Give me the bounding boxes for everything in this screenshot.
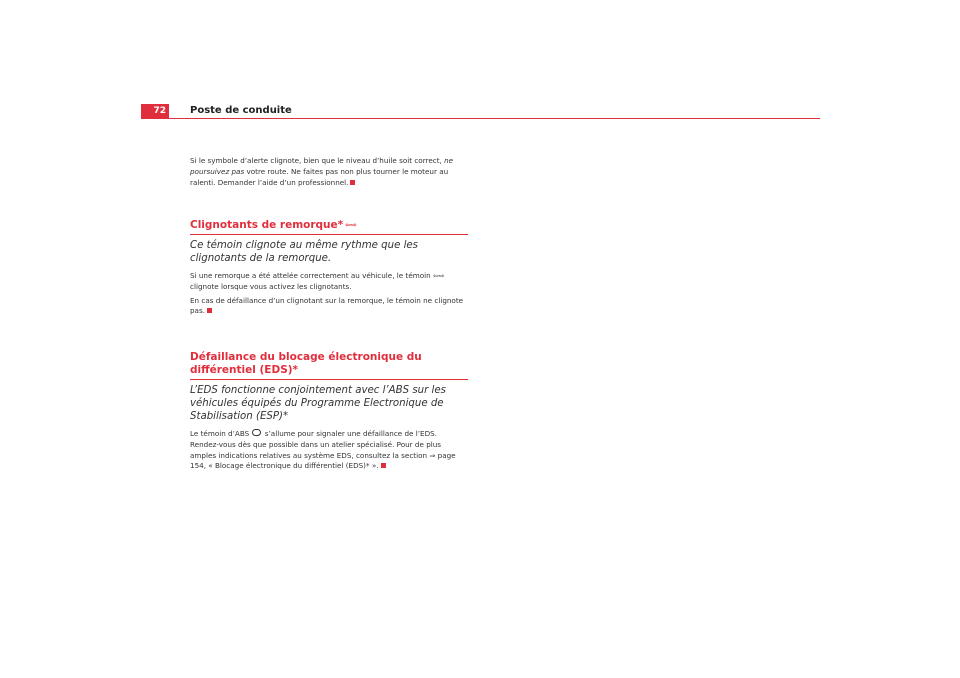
intro-block [190, 156, 468, 188]
end-marker-icon [350, 180, 355, 185]
intro-paragraph [190, 156, 468, 188]
eds-lead: L’EDS fonctionne conjointement avec l’ABS sur les véhicules équipés du Programme Electronique de Stabilisation (ESP)* [190, 385, 446, 422]
trailer-heading-text: Clignotants de remorque* [190, 219, 344, 231]
page-header-title: Poste de conduite [190, 105, 292, 116]
eds-para-a: Le témoin d’ABS [190, 429, 252, 438]
trailer-paragraph-2 [190, 296, 468, 318]
trailer-indicator-icon: ⇦⇨ [432, 272, 445, 280]
header-divider [141, 118, 820, 119]
abs-warning-icon [252, 429, 261, 436]
section-heading-trailer [190, 219, 468, 235]
page-number: 72 [141, 104, 169, 118]
trailer-para1-a: Si une remorque a été attelée correctement au véhicule, le témoin [190, 271, 433, 280]
eds-section [190, 351, 468, 472]
end-marker-icon [207, 308, 212, 313]
intro-text-1: Si le symbole d’alerte clignote, bien que le niveau d’huile soit correct, [190, 156, 445, 165]
trailer-para2-text: En cas de défaillance d’un clignotant sur la remorque, le témoin ne clignote pas. [190, 295, 464, 316]
trailer-indicator-icon: ⇦⇨ [345, 221, 357, 229]
trailer-lead: Ce témoin clignote au même rythme que les clignotants de la remorque. [190, 240, 418, 264]
eds-para-b: s’allume pour signaler une défaillance de l’EDS. Rendez-vous dès que possible dans un atelier spécialisé. Pour de plus amples indications relatives au système EDS, consultez la section ⇒ page 154, « Blocage électronique du différentiel (EDS)* ». [190, 429, 456, 471]
intro-text-2: votre route. Ne faites pas non plus tourner le moteur au ralenti. Demander l’aide d’un professionnel. [190, 166, 449, 187]
trailer-section [190, 219, 468, 317]
trailer-paragraph-1 [190, 271, 468, 293]
trailer-para1-b: clignote lorsque vous activez les clignotants. [190, 281, 352, 291]
eds-paragraph [190, 429, 468, 472]
end-marker-icon [381, 463, 386, 468]
section-heading-eds: Défaillance du blocage électronique du différentiel (EDS)* [190, 351, 468, 380]
intro-emphasis: ne poursuivez pas [190, 156, 454, 176]
